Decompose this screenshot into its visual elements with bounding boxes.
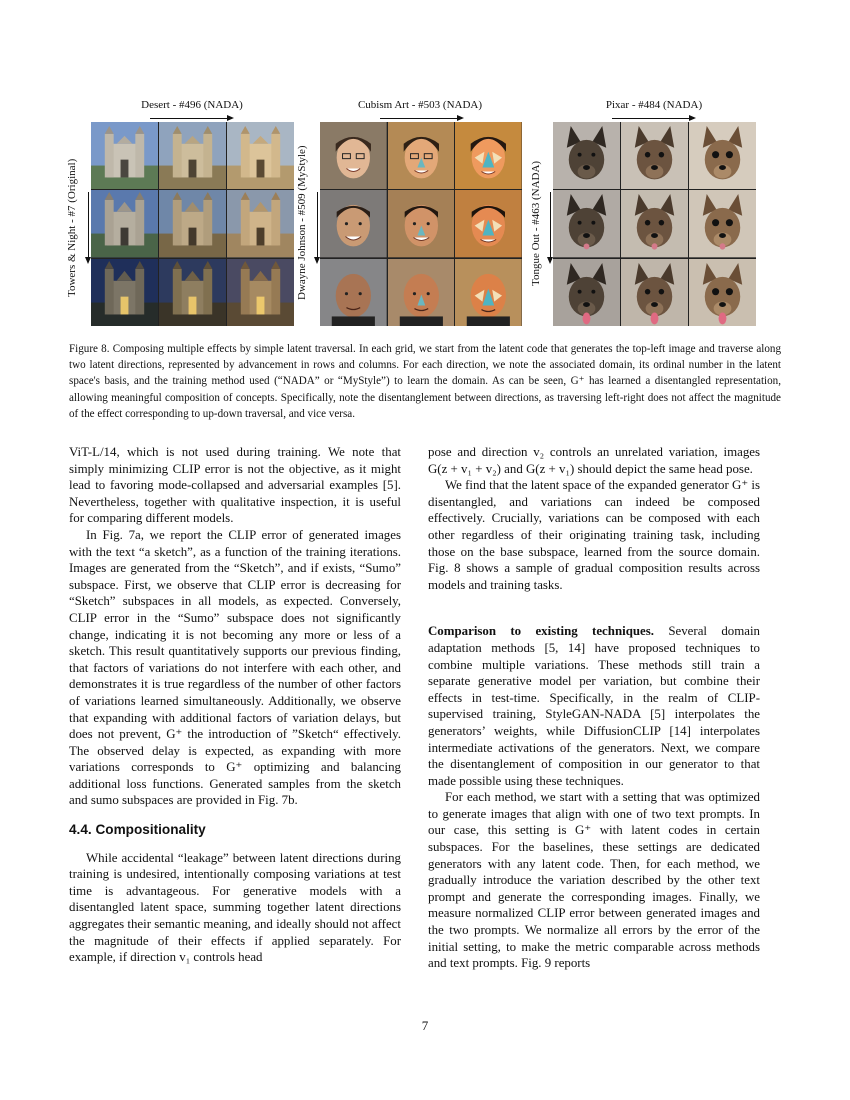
church-image [227,190,294,257]
face-image [455,122,522,189]
paragraph: We find that the latent space of the expanded generator G⁺ is disentangled, and variations can indeed be composed effectively. Crucially, variations can be composed with each other regardless of their originating training task, including those on the base subspace, learned from the source domain. Fig. 8 shows a sample of gradual composition results across models and training tasks. [428,478,760,592]
image-grid-dogs [553,122,756,326]
column-direction-arrow [380,118,462,119]
dog-image [553,259,620,326]
grid-side-label-towers-night: Towers & Night - #7 (Original) [66,158,78,297]
face-image [320,190,387,257]
column-direction-arrow [150,118,232,119]
church-image [91,190,158,257]
dog-image [553,190,620,257]
face-image [320,259,387,326]
figure-caption: Figure 8. Composing multiple effects by simple latent traversal. In each grid, we start from the latent code that generates the top-left image and traverse along two latent directions, represented by advancement in rows and columns. For each direction, we note the associated domain, its ordinal number in the latent space's basis, and the training method used (“NADA” or “MyStyle”) to learn the domain. As can be seen, G⁺ has learned a disentangled representation, allowing meaningful composition of concepts. Specifically, note the disentanglement between directions, as traversing left-right does not affect the magnitude of the effect corresponding to up-down traversal, and vice versa. [69,343,781,420]
dog-image [621,259,688,326]
church-image [227,259,294,326]
paragraph: For each method, we start with a setting that was optimized to generate images that align with one of two text prompts. In our case, this setting is G⁺ with latent codes in certain subspaces. For the baselines, these settings are dedicated generators with any latent code. Then, for each method, we gradually introduce the variation described by the other text prompt and generate the corresponding images. Finally, we measure normalized CLIP error between generated images and the two prompts. We normalize all errors by the error of the initial setting, to make the metric comparable across methods and text prompts. Fig. 9 reports [428,790,760,971]
face-image [388,190,455,257]
paragraph-lead: Comparison to existing techniques. [428,624,654,639]
face-image [388,122,455,189]
grid-side-label-dwayne-johnson: Dwayne Johnson - #509 (MyStyle) [296,145,308,300]
section-heading-compositionality: 4.4. Compositionality [69,822,206,838]
church-image [159,122,226,189]
face-image [455,259,522,326]
dog-image [689,190,756,257]
dog-image [621,190,688,257]
paragraph: In Fig. 7a, we report the CLIP error of generated images with the text “a sketch”, as a function of the training iterations. Images are generated from the “Sketch”, and if exists, “Sumo” subspace. First, we observe that CLIP error is decreasing for “Sketch” subspaces in all models, as expected. Conversely, CLIP error in the “Sumo” subspace does not significantly change, indicating it is not becoming any more or less of a sketch. This result quantitatively supports our previous finding, that factors of variations do not interfere with each other, and demonstrates it is true regardless of the number of other factors of variations learned simultaneously. Additionally, we observe that expanding with additional factors of variation delays, but does not prevent, G⁺ the introduction of ”Sketch“ effectively. The observed delay is expected, as expanding with more variations corresponds to G⁺ optimizing and balancing additional loss functions. Generated samples from the sketch and sumo subspaces are provided in Fig. 7b. [69,527,401,808]
image-grid-church [91,122,294,326]
church-image [159,259,226,326]
face-image [455,190,522,257]
paragraph: ViT-L/14, which is not used during training. We note that simply minimizing CLIP error is not the objective, as it might lead to favoring mode-collapsed and adversarial examples [5]. Nevertheless, together with qualitative inspection, it is useful for comparing different models. [69,445,401,526]
church-image [91,259,158,326]
face-image [320,122,387,189]
church-image [227,122,294,189]
paragraph: pose and direction v₂ controls an unrelated variation, images G(z + v₁ + v₂) and G(z + v₁) should depict the same head pose. [428,445,760,476]
grid-title-desert: Desert - #496 (NADA) [141,99,243,111]
row-direction-arrow [317,192,318,262]
left-column [69,444,401,966]
page-number: 7 [421,1018,429,1033]
dog-image [553,122,620,189]
dog-image [689,259,756,326]
dog-image [689,122,756,189]
grid-side-label-tongue-out: Tongue Out - #463 (NADA) [530,160,542,286]
paragraph [428,623,760,789]
column-direction-arrow [612,118,694,119]
image-grid-faces [320,122,522,326]
church-image [159,190,226,257]
paragraph-body: Several domain adaptation methods [5, 14] have proposed techniques to combine multiple variations. These methods still train a separate generative model per variation, but combine their effects in test-time. Specifically, in the realm of CLIP-supervised training, StyleGAN-NADA [5] interpolates the generators’ weights, while DiffusionCLIP [14] interpolates intermediate activations of the generators. Next, we compare the disentanglement of composition in our generator to that made possible using these techniques. [428,624,760,788]
dog-image [621,122,688,189]
paragraph: While accidental “leakage” between latent directions during training is undesired, intentionally composing variations at test time is advantageous. For generative models with a disentangled latent space, summing together latent directions aggregates their semantic meaning, and ideally should not affect the magnitude of their effects if applied separately. For example, if direction v₁ controls head [69,850,401,965]
row-direction-arrow [88,192,89,262]
grid-title-cubism: Cubism Art - #503 (NADA) [357,99,483,111]
church-image [91,122,158,189]
right-column [428,444,760,972]
grid-title-pixar: Pixar - #484 (NADA) [605,99,703,111]
face-image [388,259,455,326]
row-direction-arrow [550,192,551,262]
